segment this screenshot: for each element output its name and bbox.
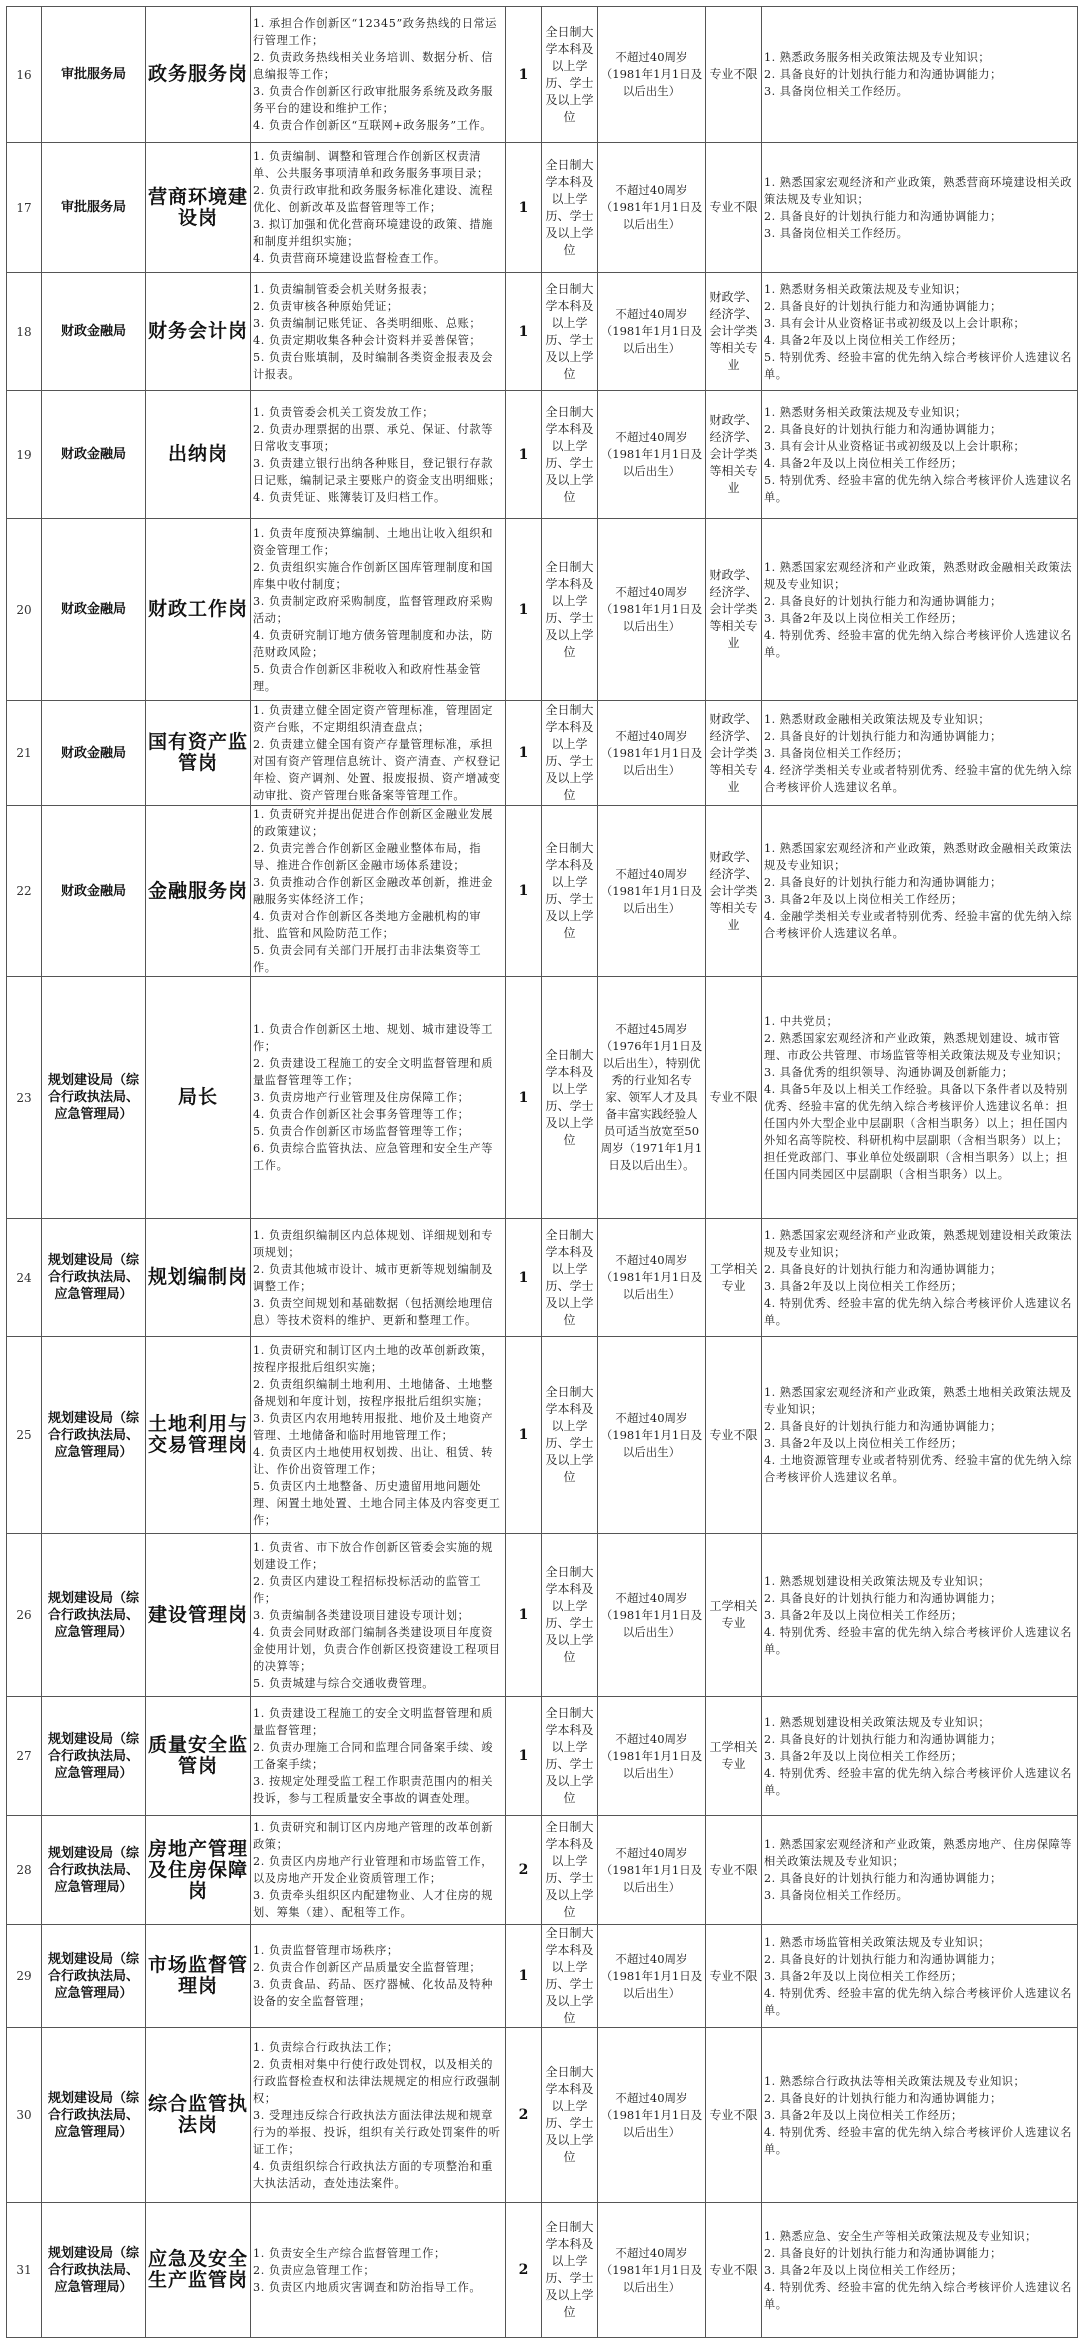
duty-item: 1. 负责综合行政执法工作；	[253, 2040, 399, 2054]
duty-item: 2. 负责其他城市设计、城市更新等规划编制及调整工作；	[253, 1262, 493, 1293]
duty-item: 3. 负责推动合作创新区金融改革创新，推进金融服务实体经济工作；	[253, 876, 493, 906]
age-cell: 不超过40周岁（1981年1月1日及以后出生）	[598, 273, 706, 391]
requirement-item: 2. 熟悉国家宏观经济和产业政策，熟悉规划建设、城市管理、市政公共管理、市场监管等相关政策法规及专业知识；	[764, 1031, 1068, 1062]
requirement-item: 2. 具备良好的计划执行能力和沟通协调能力；	[764, 1952, 1002, 1966]
age-cell: 不超过40周岁（1981年1月1日及以后出生）	[598, 1337, 706, 1534]
age-cell: 不超过40周岁（1981年1月1日及以后出生）	[598, 2028, 706, 2203]
position-name-cell: 营商环境建设岗	[146, 143, 251, 273]
headcount-cell: 1	[506, 519, 542, 701]
row-number: 16	[7, 7, 42, 143]
table-row	[7, 1219, 1078, 1337]
requirement-item: 1. 熟悉市场监管相关政策法规及专业知识；	[764, 1935, 991, 1949]
major-cell: 专业不限	[706, 977, 762, 1219]
requirement-item: 1. 熟悉财务相关政策法规及专业知识；	[764, 405, 967, 419]
duty-item: 1. 负责建立健全固定资产管理标准，管理固定资产台账，不定期组织清查盘点；	[253, 704, 493, 734]
requirement-item: 4. 特别优秀、经验丰富的优先纳入综合考核评价人选建议名单。	[764, 1986, 1072, 2017]
requirement-item: 1. 熟悉规划建设相关政策法规及专业知识；	[764, 1574, 991, 1588]
row-number: 20	[7, 519, 42, 701]
table-row	[7, 519, 1078, 701]
major-cell: 工学相关专业	[706, 1219, 762, 1337]
education-cell: 全日制大学本科及以上学历、学士及以上学位	[542, 143, 598, 273]
requirement-item: 3. 具备2年及以上岗位相关工作经历；	[764, 2263, 963, 2277]
row-number: 31	[7, 2203, 42, 2338]
headcount-cell: 1	[506, 1697, 542, 1816]
requirement-item: 1. 熟悉国家宏观经济和产业政策，熟悉规划建设相关政策法规及专业知识；	[764, 1228, 1072, 1259]
duty-item: 1. 负责研究和制订区内房地产管理的改革创新政策；	[253, 1821, 493, 1851]
position-name-cell: 质量安全监管岗	[146, 1697, 251, 1816]
duties-cell	[251, 2203, 506, 2338]
duty-item: 1. 负责管委会机关工资发放工作；	[253, 405, 435, 419]
requirement-item: 2. 具备良好的计划执行能力和沟通协调能力；	[764, 729, 1002, 743]
duty-item: 1. 负责研究和制订区内土地的改革创新政策，按程序报批后组织实施；	[253, 1343, 493, 1374]
major-cell: 专业不限	[706, 7, 762, 143]
requirement-item: 3. 具有会计从业资格证书或初级及以上会计职称；	[764, 316, 1026, 330]
table-row	[7, 7, 1078, 143]
duty-item: 4. 负责区内土地使用权划拨、出让、租赁、转让、作价出资管理工作；	[253, 1445, 493, 1476]
duties-cell	[251, 701, 506, 806]
requirement-item: 4. 具备2年及以上岗位相关工作经历；	[764, 456, 963, 470]
requirement-item: 1. 熟悉国家宏观经济和产业政策，熟悉营商环境建设相关政策法规及专业知识；	[764, 175, 1072, 206]
requirement-item: 3. 具备2年及以上岗位相关工作经历；	[764, 2108, 963, 2122]
department-cell: 规划建设局（综合行政执法局、应急管理局）	[42, 2203, 146, 2338]
duty-item: 1. 负责组织编制区内总体规划、详细规划和专项规划；	[253, 1228, 493, 1259]
age-cell: 不超过40周岁（1981年1月1日及以后出生）	[598, 806, 706, 977]
table-body	[7, 7, 1078, 2338]
requirements-cell	[762, 143, 1078, 273]
position-name-cell: 应急及安全生产监管岗	[146, 2203, 251, 2338]
table-row	[7, 701, 1078, 806]
duty-item: 3. 负责合作创新区行政审批服务系统及政务服务平台的建设和维护工作；	[253, 85, 493, 115]
duty-item: 5. 负责台账填制，及时编制各类资金报表及会计报表。	[253, 350, 493, 381]
headcount-cell: 1	[506, 7, 542, 143]
age-cell: 不超过40周岁（1981年1月1日及以后出生）	[598, 2203, 706, 2338]
requirements-cell	[762, 2203, 1078, 2338]
age-cell: 不超过40周岁（1981年1月1日及以后出生）	[598, 1697, 706, 1816]
duty-item: 5. 负责区内土地整备、历史遗留用地问题处理、闲置土地处置、土地合同主体及内容变更工作；	[253, 1479, 501, 1527]
requirement-item: 4. 特别优秀、经验丰富的优先纳入综合考核评价人选建议名单。	[764, 1625, 1072, 1656]
education-cell: 全日制大学本科及以上学历、学士及以上学位	[542, 2203, 598, 2338]
position-name-cell: 市场监督管理岗	[146, 1925, 251, 2028]
duties-cell	[251, 1925, 506, 2028]
duty-item: 4. 负责研究制订地方债务管理制度和办法，防范财政风险；	[253, 628, 493, 659]
duty-item: 5. 负责会同有关部门开展打击非法集资等工作。	[253, 944, 482, 974]
table-row	[7, 143, 1078, 273]
table-row	[7, 977, 1078, 1219]
position-name-cell: 财务会计岗	[146, 273, 251, 391]
position-name-cell: 财政工作岗	[146, 519, 251, 701]
duties-cell	[251, 977, 506, 1219]
department-cell: 规划建设局（综合行政执法局、应急管理局）	[42, 1697, 146, 1816]
requirement-item: 1. 熟悉国家宏观经济和产业政策，熟悉财政金融相关政策法规及专业知识；	[764, 560, 1072, 591]
department-cell: 财政金融局	[42, 519, 146, 701]
education-cell: 全日制大学本科及以上学历、学士及以上学位	[542, 701, 598, 806]
age-cell: 不超过45周岁（1976年1月1日及以后出生），特别优秀的行业知名专家、领军人才及具备丰富实践经验人员可适当放宽至50周岁（1971年1月1日及以后出生）。	[598, 977, 706, 1219]
requirement-item: 2. 具备良好的计划执行能力和沟通协调能力；	[764, 1732, 1002, 1746]
position-name-cell: 土地利用与交易管理岗	[146, 1337, 251, 1534]
row-number: 28	[7, 1816, 42, 1925]
table-row	[7, 1337, 1078, 1534]
requirement-item: 3. 具备2年及以上岗位相关工作经历；	[764, 1749, 963, 1763]
duties-cell	[251, 273, 506, 391]
requirement-item: 3. 具备岗位相关工作经历。	[764, 85, 909, 98]
education-cell: 全日制大学本科及以上学历、学士及以上学位	[542, 1697, 598, 1816]
requirement-item: 3. 具备2年及以上岗位相关工作经历；	[764, 1608, 963, 1622]
duty-item: 2. 负责区内房地产行业管理和市场监管工作，以及房地产开发企业资质管理工作；	[253, 1855, 493, 1885]
major-cell: 工学相关专业	[706, 1534, 762, 1697]
requirements-cell	[762, 1816, 1078, 1925]
age-cell: 不超过40周岁（1981年1月1日及以后出生）	[598, 1219, 706, 1337]
position-name-cell: 出纳岗	[146, 391, 251, 519]
major-cell: 财政学、经济学、会计学类等相关专业	[706, 273, 762, 391]
education-cell: 全日制大学本科及以上学历、学士及以上学位	[542, 1816, 598, 1925]
requirement-item: 4. 特别优秀、经验丰富的优先纳入综合考核评价人选建议名单。	[764, 2125, 1072, 2156]
duty-item: 4. 负责组织综合行政执法方面的专项整治和重大执法活动，查处违法案件。	[253, 2159, 493, 2190]
education-cell: 全日制大学本科及以上学历、学士及以上学位	[542, 273, 598, 391]
duty-item: 3. 负责牵头组织区内配建物业、人才住房的规划、筹集（建）、配租等工作。	[253, 1889, 493, 1919]
requirement-item: 1. 熟悉国家宏观经济和产业政策，熟悉土地相关政策法规及专业知识；	[764, 1386, 1072, 1416]
duty-item: 3. 负责区内地质灾害调查和防治指导工作。	[253, 2280, 482, 2294]
major-cell: 财政学、经济学、会计学类等相关专业	[706, 519, 762, 701]
duty-item: 2. 负责政务热线相关业务培训、数据分析、信息编报等工作；	[253, 51, 493, 81]
duty-item: 1. 承担合作创新区“12345”政务热线的日常运行管理工作；	[253, 17, 498, 47]
requirement-item: 2. 具备良好的计划执行能力和沟通协调能力；	[764, 1262, 1002, 1276]
duties-cell	[251, 1219, 506, 1337]
job-positions-table	[6, 6, 1078, 2338]
education-cell: 全日制大学本科及以上学历、学士及以上学位	[542, 1337, 598, 1534]
table-row	[7, 1816, 1078, 1925]
duty-item: 4. 负责合作创新区“互联网+政务服务”工作。	[253, 119, 493, 132]
requirement-item: 3. 具备岗位相关工作经历；	[764, 746, 909, 760]
age-cell: 不超过40周岁（1981年1月1日及以后出生）	[598, 1816, 706, 1925]
requirement-item: 4. 特别优秀、经验丰富的优先纳入综合考核评价人选建议名单。	[764, 1296, 1072, 1327]
position-name-cell: 建设管理岗	[146, 1534, 251, 1697]
duties-cell	[251, 806, 506, 977]
headcount-cell: 1	[506, 1337, 542, 1534]
duty-item: 4. 负责对合作创新区各类地方金融机构的审批、监管和风险防范工作；	[253, 910, 482, 940]
duty-item: 3. 负责食品、药品、医疗器械、化妆品及特种设备的安全监督管理；	[253, 1978, 493, 2008]
headcount-cell: 2	[506, 2028, 542, 2203]
requirement-item: 2. 具备良好的计划执行能力和沟通协调能力；	[764, 1420, 1002, 1433]
position-name-cell: 金融服务岗	[146, 806, 251, 977]
requirement-item: 4. 土地资源管理专业或者特别优秀、经验丰富的优先纳入综合考核评价人选建议名单。	[764, 1454, 1072, 1484]
duty-item: 1. 负责合作创新区土地、规划、城市建设等工作；	[253, 1023, 493, 1053]
duty-item: 4. 负责定期收集各种会计资料并妥善保管；	[253, 333, 482, 347]
duties-cell	[251, 143, 506, 273]
position-name-cell: 国有资产监管岗	[146, 701, 251, 806]
requirement-item: 2. 具备良好的计划执行能力和沟通协调能力；	[764, 1591, 1002, 1605]
position-name-cell: 综合监管执法岗	[146, 2028, 251, 2203]
position-name-cell: 规划编制岗	[146, 1219, 251, 1337]
major-cell: 财政学、经济学、会计学类等相关专业	[706, 701, 762, 806]
requirement-item: 4. 特别优秀、经验丰富的优先纳入综合考核评价人选建议名单。	[764, 2280, 1072, 2311]
requirements-cell	[762, 1219, 1078, 1337]
row-number: 25	[7, 1337, 42, 1534]
requirement-item: 2. 具备良好的计划执行能力和沟通协调能力；	[764, 594, 1002, 608]
duty-item: 2. 负责完善合作创新区金融业整体布局，指导、推进合作创新区金融市场体系建设；	[253, 842, 482, 872]
headcount-cell: 1	[506, 273, 542, 391]
requirements-cell	[762, 2028, 1078, 2203]
headcount-cell: 1	[506, 1219, 542, 1337]
requirements-cell	[762, 1534, 1078, 1697]
duty-item: 2. 负责审核各种原始凭证；	[253, 299, 399, 313]
table-row	[7, 273, 1078, 391]
table-row	[7, 1534, 1078, 1697]
education-cell: 全日制大学本科及以上学历、学士及以上学位	[542, 977, 598, 1219]
requirement-item: 2. 具备良好的计划执行能力和沟通协调能力；	[764, 422, 1002, 436]
major-cell: 专业不限	[706, 1816, 762, 1925]
requirements-cell	[762, 977, 1078, 1219]
row-number: 18	[7, 273, 42, 391]
headcount-cell: 1	[506, 701, 542, 806]
duty-item: 4. 负责凭证、账簿装订及归档工作。	[253, 490, 446, 504]
requirement-item: 5. 特别优秀、经验丰富的优先纳入综合考核评价人选建议名单。	[764, 350, 1072, 381]
requirement-item: 2. 具备良好的计划执行能力和沟通协调能力；	[764, 876, 1002, 889]
duties-cell	[251, 391, 506, 519]
row-number: 23	[7, 977, 42, 1219]
department-cell: 财政金融局	[42, 806, 146, 977]
duty-item: 3. 受理违反综合行政执法方面法律法规和规章行为的举报、投诉，组织有关行政处罚案件的听证工作；	[253, 2108, 501, 2156]
education-cell: 全日制大学本科及以上学历、学士及以上学位	[542, 1219, 598, 1337]
duty-item: 1. 负责编制、调整和管理合作创新区权责清单、公共服务事项清单和政务服务事项目录；	[253, 150, 489, 180]
duty-item: 3. 负责编制各类建设项目建设专项计划；	[253, 1608, 470, 1622]
duty-item: 2. 负责建立健全国有资产存量管理标准，承担对国有资产管理信息统计、资产清查、产权登记年检、资产调剂、处置、报废报损、资产增减变动审批、资产管理台账备案等管理工作。	[253, 738, 501, 802]
row-number: 22	[7, 806, 42, 977]
duty-item: 4. 负责营商环境建设监督检查工作。	[253, 252, 446, 265]
education-cell: 全日制大学本科及以上学历、学士及以上学位	[542, 806, 598, 977]
row-number: 24	[7, 1219, 42, 1337]
duty-item: 1. 负责建设工程施工的安全文明监督管理和质量监督管理；	[253, 1707, 493, 1737]
duty-item: 1. 负责编制管委会机关财务报表；	[253, 282, 435, 296]
duty-item: 3. 按规定处理受监工程工作职责范围内的相关投诉，参与工程质量安全事故的调查处理。	[253, 1775, 493, 1805]
duty-item: 1. 负责省、市下放合作创新区管委会实施的规划建设工作；	[253, 1540, 493, 1571]
row-number: 27	[7, 1697, 42, 1816]
table-row	[7, 1925, 1078, 2028]
education-cell: 全日制大学本科及以上学历、学士及以上学位	[542, 1925, 598, 2028]
requirement-item: 3. 具备2年及以上岗位相关工作经历；	[764, 1279, 963, 1293]
requirement-item: 3. 具备2年及以上岗位相关工作经历；	[764, 611, 963, 625]
major-cell: 工学相关专业	[706, 1697, 762, 1816]
requirement-item: 2. 具备良好的计划执行能力和沟通协调能力；	[764, 2246, 1002, 2260]
duty-item: 2. 负责合作创新区产品质量安全监督管理；	[253, 1961, 482, 1974]
position-name-cell: 局长	[146, 977, 251, 1219]
position-name-cell: 政务服务岗	[146, 7, 251, 143]
headcount-cell: 1	[506, 806, 542, 977]
headcount-cell: 2	[506, 1816, 542, 1925]
requirement-item: 1. 熟悉应急、安全生产等相关政策法规及专业知识；	[764, 2229, 1037, 2243]
requirement-item: 1. 熟悉政务服务相关政策法规及专业知识；	[764, 51, 991, 64]
requirement-item: 2. 具备良好的计划执行能力和沟通协调能力；	[764, 1872, 1002, 1885]
education-cell: 全日制大学本科及以上学历、学士及以上学位	[542, 7, 598, 143]
duties-cell	[251, 1697, 506, 1816]
age-cell: 不超过40周岁（1981年1月1日及以后出生）	[598, 143, 706, 273]
major-cell: 专业不限	[706, 143, 762, 273]
row-number: 17	[7, 143, 42, 273]
duty-item: 1. 负责安全生产综合监督管理工作；	[253, 2246, 446, 2260]
requirement-item: 4. 特别优秀、经验丰富的优先纳入综合考核评价人选建议名单。	[764, 628, 1072, 659]
requirement-item: 4. 具备2年及以上岗位相关工作经历；	[764, 333, 963, 347]
requirements-cell	[762, 1337, 1078, 1534]
table-row	[7, 806, 1078, 977]
duty-item: 1. 负责监督管理市场秩序；	[253, 1944, 399, 1957]
duties-cell	[251, 1534, 506, 1697]
duty-item: 3. 负责编制记账凭证、各类明细账、总账；	[253, 316, 482, 330]
age-cell: 不超过40周岁（1981年1月1日及以后出生）	[598, 1925, 706, 2028]
requirements-cell	[762, 1697, 1078, 1816]
duty-item: 6. 负责综合监管执法、应急管理和安全生产等工作。	[253, 1142, 493, 1172]
major-cell: 专业不限	[706, 1337, 762, 1534]
requirements-cell	[762, 806, 1078, 977]
duty-item: 3. 负责建立银行出纳各种账目，登记银行存款日记账，编制记录主要账户的资金支出明细账；	[253, 456, 501, 487]
duty-item: 2. 负责组织实施合作创新区国库管理制度和国库集中收付制度；	[253, 560, 493, 591]
requirement-item: 3. 具备2年及以上岗位相关工作经历；	[764, 893, 963, 906]
row-number: 21	[7, 701, 42, 806]
requirement-item: 4. 具备5年及以上相关工作经验。具备以下条件者以及特别优秀、经验丰富的优先纳入综合考核评价人选建议名单：担任国内外大型企业中层副职（含相当职务）以上；担任国内外知名高等院校、科研机构中层副职（含相当职务）以上；担任党政部门、事业单位处级副职（含相当职务）以上；担任国内同类园区中层副职（含相当职务）以上。	[764, 1082, 1068, 1181]
headcount-cell: 1	[506, 143, 542, 273]
requirement-item: 4. 金融学类相关专业或者特别优秀、经验丰富的优先纳入综合考核评价人选建议名单。	[764, 910, 1072, 940]
major-cell: 专业不限	[706, 1925, 762, 2028]
education-cell: 全日制大学本科及以上学历、学士及以上学位	[542, 519, 598, 701]
duty-item: 2. 负责建设工程施工的安全文明监督管理和质量监督管理等工作；	[253, 1057, 493, 1087]
duty-item: 2. 负责办理票据的出票、承兑、保证、付款等日常收支事项；	[253, 422, 493, 453]
department-cell: 财政金融局	[42, 701, 146, 806]
department-cell: 审批服务局	[42, 143, 146, 273]
requirement-item: 1. 中共党员；	[764, 1014, 839, 1028]
row-number: 30	[7, 2028, 42, 2203]
department-cell: 财政金融局	[42, 391, 146, 519]
requirement-item: 5. 特别优秀、经验丰富的优先纳入综合考核评价人选建议名单。	[764, 473, 1072, 504]
department-cell: 规划建设局（综合行政执法局、应急管理局）	[42, 1925, 146, 2028]
row-number: 29	[7, 1925, 42, 2028]
requirement-item: 3. 具备岗位相关工作经历。	[764, 226, 909, 240]
requirement-item: 2. 具备良好的计划执行能力和沟通协调能力；	[764, 209, 1002, 223]
major-cell: 专业不限	[706, 2203, 762, 2338]
requirement-item: 4. 特别优秀、经验丰富的优先纳入综合考核评价人选建议名单。	[764, 1766, 1072, 1797]
duty-item: 3. 负责空间规划和基础数据（包括测绘地理信息）等技术资料的维护、更新和整理工作。	[253, 1296, 493, 1327]
table-row	[7, 391, 1078, 519]
age-cell: 不超过40周岁（1981年1月1日及以后出生）	[598, 391, 706, 519]
row-number: 19	[7, 391, 42, 519]
duty-item: 2. 负责应急管理工作；	[253, 2263, 376, 2277]
age-cell: 不超过40周岁（1981年1月1日及以后出生）	[598, 7, 706, 143]
requirements-cell	[762, 701, 1078, 806]
duty-item: 3. 拟订加强和优化营商环境建设的政策、措施和制度并组织实施；	[253, 218, 493, 248]
requirement-item: 1. 熟悉规划建设相关政策法规及专业知识；	[764, 1715, 991, 1729]
duty-item: 3. 负责制定政府采购制度，监督管理政府采购活动；	[253, 594, 493, 625]
duties-cell	[251, 519, 506, 701]
table-row	[7, 2028, 1078, 2203]
requirements-cell	[762, 391, 1078, 519]
age-cell: 不超过40周岁（1981年1月1日及以后出生）	[598, 701, 706, 806]
headcount-cell: 1	[506, 391, 542, 519]
requirement-item: 3. 具备岗位相关工作经历。	[764, 1889, 909, 1902]
education-cell: 全日制大学本科及以上学历、学士及以上学位	[542, 391, 598, 519]
duty-item: 5. 负责合作创新区非税收入和政府性基金管理。	[253, 662, 482, 693]
duty-item: 2. 负责组织编制土地利用、土地储备、土地整备规划和年度计划，按程序报批后组织实施；	[253, 1377, 493, 1408]
duty-item: 1. 负责年度预决算编制、土地出让收入组织和资金管理工作；	[253, 526, 493, 557]
requirements-cell	[762, 1925, 1078, 2028]
duty-item: 2. 负责区内建设工程招标投标活动的监管工作；	[253, 1574, 482, 1605]
duty-item: 2. 负责行政审批和政务服务标准化建设、流程优化、创新改革及监督管理等工作；	[253, 184, 493, 214]
duty-item: 4. 负责会同财政部门编制各类建设项目年度资金使用计划，负责合作创新区投资建设工程项目的决算等；	[253, 1625, 501, 1673]
duty-item: 2. 负责办理施工合同和监理合同备案手续、竣工备案手续；	[253, 1741, 493, 1771]
duties-cell	[251, 2028, 506, 2203]
duties-cell	[251, 1337, 506, 1534]
education-cell: 全日制大学本科及以上学历、学士及以上学位	[542, 1534, 598, 1697]
requirements-cell	[762, 7, 1078, 143]
duties-cell	[251, 7, 506, 143]
requirement-item: 3. 具备2年及以上岗位相关工作经历；	[764, 1437, 963, 1450]
requirement-item: 3. 具备2年及以上岗位相关工作经历；	[764, 1969, 963, 1983]
row-number: 26	[7, 1534, 42, 1697]
duties-cell	[251, 1816, 506, 1925]
duty-item: 3. 负责房地产行业管理及住房保障工作；	[253, 1091, 470, 1104]
department-cell: 规划建设局（综合行政执法局、应急管理局）	[42, 1534, 146, 1697]
requirement-item: 1. 熟悉财务相关政策法规及专业知识；	[764, 282, 967, 296]
duty-item: 4. 负责合作创新区社会事务管理等工作；	[253, 1108, 470, 1121]
department-cell: 审批服务局	[42, 7, 146, 143]
requirement-item: 4. 经济学类相关专业或者特别优秀、经验丰富的优先纳入综合考核评价人选建议名单。	[764, 763, 1072, 794]
requirement-item: 1. 熟悉财政金融相关政策法规及专业知识；	[764, 712, 991, 726]
requirement-item: 1. 熟悉综合行政执法等相关政策法规及专业知识；	[764, 2074, 1026, 2088]
age-cell: 不超过40周岁（1981年1月1日及以后出生）	[598, 1534, 706, 1697]
table-row	[7, 1697, 1078, 1816]
requirements-cell	[762, 273, 1078, 391]
major-cell: 专业不限	[706, 2028, 762, 2203]
position-name-cell: 房地产管理及住房保障岗	[146, 1816, 251, 1925]
requirement-item: 1. 熟悉国家宏观经济和产业政策，熟悉财政金融相关政策法规及专业知识；	[764, 842, 1072, 872]
duty-item: 5. 负责城建与综合交通收费管理。	[253, 1676, 435, 1690]
table-row	[7, 2203, 1078, 2338]
department-cell: 规划建设局（综合行政执法局、应急管理局）	[42, 1219, 146, 1337]
headcount-cell: 1	[506, 1925, 542, 2028]
duty-item: 1. 负责研究并提出促进合作创新区金融业发展的政策建议；	[253, 808, 493, 838]
requirement-item: 2. 具备良好的计划执行能力和沟通协调能力；	[764, 2091, 1002, 2105]
headcount-cell: 2	[506, 2203, 542, 2338]
duty-item: 2. 负责相对集中行使行政处罚权，以及相关的行政监督检查权和法律法规规定的相应行政强制权；	[253, 2057, 501, 2105]
requirement-item: 3. 具有会计从业资格证书或初级及以上会计职称；	[764, 439, 1026, 453]
requirement-item: 3. 具备优秀的组织领导、沟通协调及创新能力；	[764, 1065, 1014, 1079]
duty-item: 5. 负责合作创新区市场监督管理等工作；	[253, 1125, 470, 1138]
department-cell: 规划建设局（综合行政执法局、应急管理局）	[42, 2028, 146, 2203]
department-cell: 规划建设局（综合行政执法局、应急管理局）	[42, 1816, 146, 1925]
department-cell: 规划建设局（综合行政执法局、应急管理局）	[42, 1337, 146, 1534]
major-cell: 财政学、经济学、会计学类等相关专业	[706, 806, 762, 977]
headcount-cell: 1	[506, 977, 542, 1219]
education-cell: 全日制大学本科及以上学历、学士及以上学位	[542, 2028, 598, 2203]
requirements-cell	[762, 519, 1078, 701]
requirement-item: 2. 具备良好的计划执行能力和沟通协调能力；	[764, 299, 1002, 313]
major-cell: 财政学、经济学、会计学类等相关专业	[706, 391, 762, 519]
requirement-item: 2. 具备良好的计划执行能力和沟通协调能力；	[764, 68, 1002, 81]
department-cell: 规划建设局（综合行政执法局、应急管理局）	[42, 977, 146, 1219]
department-cell: 财政金融局	[42, 273, 146, 391]
headcount-cell: 1	[506, 1534, 542, 1697]
age-cell: 不超过40周岁（1981年1月1日及以后出生）	[598, 519, 706, 701]
requirement-item: 1. 熟悉国家宏观经济和产业政策，熟悉房地产、住房保障等相关政策法规及专业知识；	[764, 1838, 1072, 1868]
duty-item: 3. 负责区内农用地转用报批、地价及土地资产管理、土地储备和临时用地管理工作；	[253, 1411, 493, 1442]
